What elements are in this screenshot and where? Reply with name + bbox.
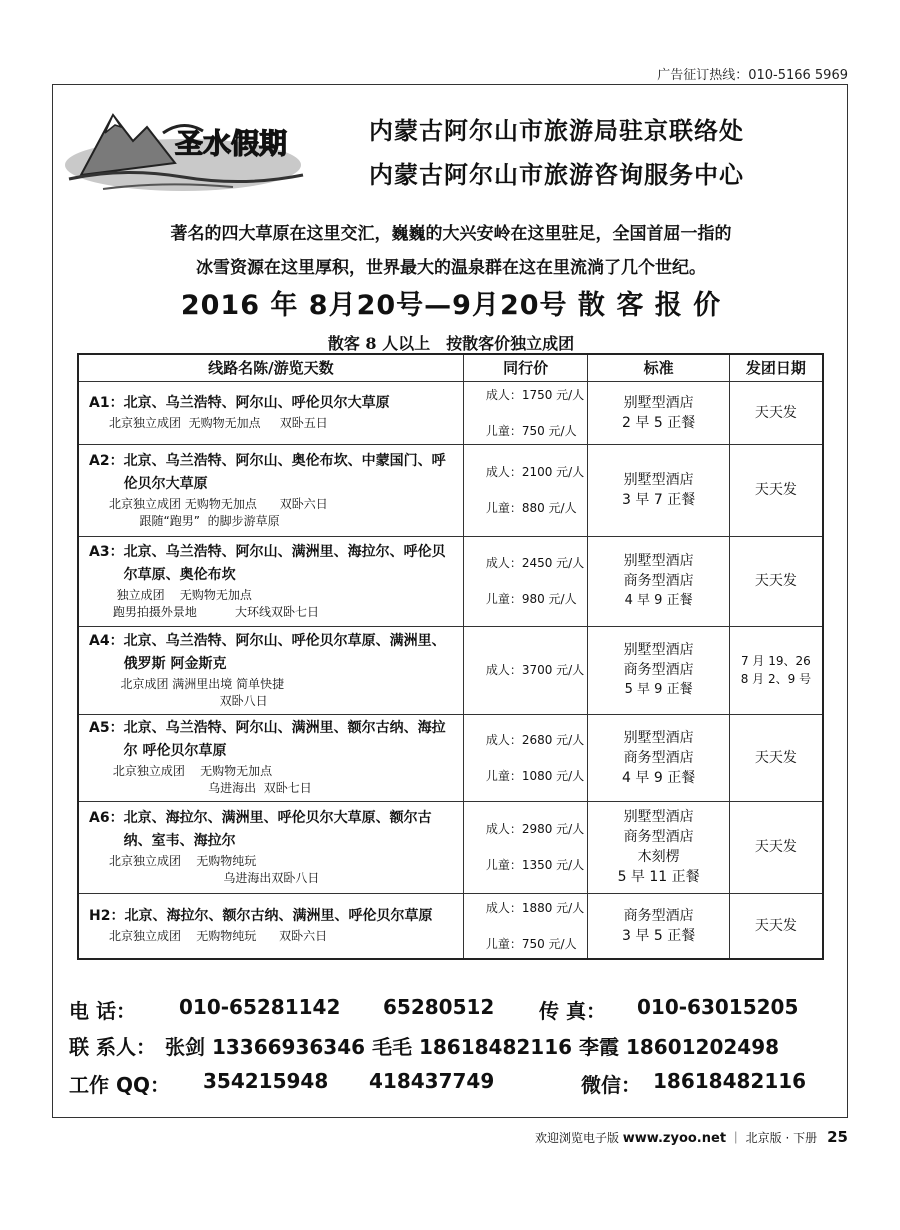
standard-line: 5 早 11 正餐 (617, 869, 700, 885)
standard-line: 4 早 9 正餐 (624, 593, 693, 608)
header-standard: 标准 (588, 354, 729, 381)
route-code: A6： (89, 809, 124, 826)
route-code: A1： (89, 395, 124, 411)
adult-price: 成人：1750 元/人 (485, 387, 585, 402)
intro-line-1: 著名的四大草原在这里交汇，巍巍的大兴安岭在这里驻足，全国首屈一指的 (170, 224, 732, 244)
route-title: 北京、乌兰浩特、阿尔山、满洲里、额尔古纳、海拉尔 呼伦贝尔草原 (123, 720, 446, 759)
route-note: 北京成团 满洲里出境 简单快捷 (109, 676, 285, 691)
standard-line: 别墅型酒店 (623, 553, 694, 569)
price-cell (463, 444, 588, 536)
table-row (78, 893, 823, 959)
page-footer (535, 1128, 848, 1146)
standard-cell (588, 444, 729, 536)
route-cell (78, 714, 463, 801)
ad-hotline: 广告征订热线：010-5166 5969 (657, 68, 848, 83)
departure-text: 天天发 (754, 482, 797, 498)
price-cell (463, 893, 588, 959)
route-cell (78, 536, 463, 626)
standard-cell (588, 893, 729, 959)
standard-line: 5 早 9 正餐 (624, 682, 693, 697)
standard-line: 3 早 5 正餐 (622, 927, 696, 944)
contact-person-label: 联 系人： (69, 1035, 156, 1059)
child-price: 儿童：1080 元/人 (485, 768, 585, 783)
qq-number-2: 418437749 (369, 1069, 495, 1093)
footer-separator: ｜ (726, 1131, 746, 1145)
group-note: 散客 8 人以上 按散客价独立成团 (327, 334, 575, 353)
price-cell (463, 626, 588, 714)
header-route: 线路名陈/游览天数 (78, 354, 463, 381)
table-row (78, 801, 823, 893)
standard-line: 商务型酒店 (623, 907, 694, 924)
departure-cell (729, 626, 823, 714)
adult-price: 成人：2100 元/人 (485, 465, 585, 479)
standard-line: 别墅型酒店 (623, 809, 694, 825)
logo-text: 圣水假期 (175, 127, 288, 160)
departure-cell (729, 444, 823, 536)
departure-text: 天天发 (754, 917, 797, 934)
route-code: A4： (89, 632, 124, 649)
table-header-row (78, 354, 823, 381)
standard-line: 商务型酒店 (623, 749, 694, 766)
standard-line: 2 早 5 正餐 (622, 414, 696, 431)
standard-cell (588, 536, 729, 626)
standard-line: 3 早 7 正餐 (622, 492, 696, 508)
adult-price: 成人：3700 元/人 (485, 663, 585, 677)
route-code: A2： (89, 452, 124, 469)
route-cell (78, 444, 463, 536)
fax-label: 传 真： (539, 999, 606, 1023)
table-row (78, 536, 823, 626)
shengshui-logo (63, 97, 313, 197)
footer-welcome: 欢迎浏览电子版 (534, 1131, 623, 1145)
adult-price: 成人：2980 元/人 (485, 822, 585, 836)
intro-line-2: 冰雪资源在这里厚积，世界最大的温泉群在这在里流淌了几个世纪。 (196, 258, 706, 278)
phone-label: 电 话： (69, 999, 136, 1023)
adult-price: 成人：2680 元/人 (485, 732, 585, 747)
edition-label: 北京版 · 下册 (745, 1131, 818, 1145)
departure-cell (729, 714, 823, 801)
route-note: 跑男拍摄外景地 大环线双卧七日 (109, 604, 319, 619)
adult-price: 成人：1880 元/人 (485, 900, 585, 915)
standard-cell (588, 714, 729, 801)
table-row (78, 444, 823, 536)
standard-line: 商务型酒店 (623, 829, 694, 845)
departure-cell (729, 381, 823, 444)
standard-line: 别墅型酒店 (623, 729, 694, 746)
route-note: 北京独立成团 无购物无加点 双卧五日 (109, 416, 328, 430)
phone-number-1: 010-65281142 (179, 995, 341, 1019)
route-cell (78, 626, 463, 714)
header-departure: 发团日期 (729, 354, 823, 381)
page-number: 25 (827, 1128, 848, 1146)
adult-price: 成人：2450 元/人 (485, 556, 585, 570)
route-title: 北京、乌兰浩特、阿尔山、奥伦布坎、中蒙国门、呼伦贝尔大草原 (123, 452, 446, 492)
route-title: 北京、海拉尔、额尔古纳、满洲里、呼伦贝尔草原 (124, 908, 433, 925)
contact-persons: 张剑 13366936346 毛毛 18618482116 李霞 18601202498 (165, 1035, 780, 1059)
departure-cell (729, 893, 823, 959)
org-name-2: 内蒙古阿尔山市旅游咨询服务中心 (369, 161, 744, 189)
child-price: 儿童：750 元/人 (485, 936, 577, 951)
route-note: 北京独立成团 无购物纯玩 (109, 853, 257, 868)
standard-line: 商务型酒店 (623, 573, 694, 589)
ad-frame (52, 84, 848, 1118)
route-title: 北京、乌兰浩特、阿尔山、呼伦贝尔大草原 (123, 395, 390, 411)
departure-text: 天天发 (754, 749, 797, 766)
price-cell (463, 536, 588, 626)
phone-number-2: 65280512 (383, 995, 495, 1019)
wechat-number: 18618482116 (653, 1069, 807, 1093)
route-title: 北京、海拉尔、满洲里、呼伦贝尔大草原、额尔古纳、室韦、海拉尔 (123, 809, 432, 849)
price-cell (463, 381, 588, 444)
route-title: 北京、乌兰浩特、阿尔山、呼伦贝尔草原、满洲里、俄罗斯 阿金斯克 (123, 632, 446, 672)
route-price-table (77, 353, 824, 960)
standard-line: 木刻楞 (637, 849, 680, 865)
website-link[interactable]: www.zyoo.net (622, 1131, 727, 1146)
departure-text: 8 月 2、9 号 (740, 672, 812, 686)
route-cell (78, 893, 463, 959)
departure-text: 7 月 19、26 (740, 654, 811, 668)
route-note: 跟随“跑男” 的脚步游草原 (109, 513, 280, 528)
header-price: 同行价 (463, 354, 588, 381)
table-row (78, 714, 823, 801)
departure-cell (729, 536, 823, 626)
route-title: 北京、乌兰浩特、阿尔山、满洲里、海拉尔、呼伦贝尔草原、奥伦布坎 (123, 543, 446, 583)
child-price: 儿童：750 元/人 (485, 423, 577, 438)
standard-cell (588, 801, 729, 893)
standard-line: 别墅型酒店 (623, 642, 694, 658)
route-cell (78, 801, 463, 893)
table-row (78, 381, 823, 444)
price-headline: 2016 年 8月20号—9月20号 散 客 报 价 (180, 290, 722, 321)
route-note: 独立成团 无购物无加点 (109, 587, 252, 602)
departure-text: 天天发 (754, 573, 797, 589)
qq-label: 工作 QQ： (69, 1073, 170, 1097)
departure-text: 天天发 (754, 404, 797, 421)
standard-line: 别墅型酒店 (623, 472, 694, 488)
standard-cell (588, 381, 729, 444)
price-cell (463, 714, 588, 801)
standard-cell (588, 626, 729, 714)
departure-cell (729, 801, 823, 893)
child-price: 儿童：980 元/人 (485, 592, 577, 606)
route-note: 北京独立成团 无购物无加点 双卧六日 (109, 496, 328, 511)
price-cell (463, 801, 588, 893)
route-note: 北京独立成团 无购物无加点 (109, 764, 273, 778)
route-note: 乌进海出双卧八日 (109, 870, 320, 885)
wechat-label: 微信： (581, 1073, 641, 1097)
table-row (78, 626, 823, 714)
route-code: H2： (89, 908, 125, 925)
standard-line: 商务型酒店 (623, 662, 694, 678)
route-note: 双卧八日 (109, 693, 268, 708)
route-note: 乌进海出 双卧七日 (109, 781, 312, 795)
route-cell (78, 381, 463, 444)
fax-number: 010-63015205 (637, 995, 799, 1019)
route-code: A3： (89, 543, 124, 560)
route-code: A5： (89, 720, 124, 736)
route-note: 北京独立成团 无购物纯玩 双卧六日 (109, 929, 328, 944)
standard-line: 4 早 9 正餐 (622, 769, 696, 786)
departure-text: 天天发 (754, 839, 797, 855)
child-price: 儿童：1350 元/人 (485, 858, 585, 872)
child-price: 儿童：880 元/人 (485, 501, 577, 515)
standard-line: 别墅型酒店 (623, 394, 694, 411)
org-name-1: 内蒙古阿尔山市旅游局驻京联络处 (369, 117, 744, 145)
qq-number-1: 354215948 (203, 1069, 329, 1093)
